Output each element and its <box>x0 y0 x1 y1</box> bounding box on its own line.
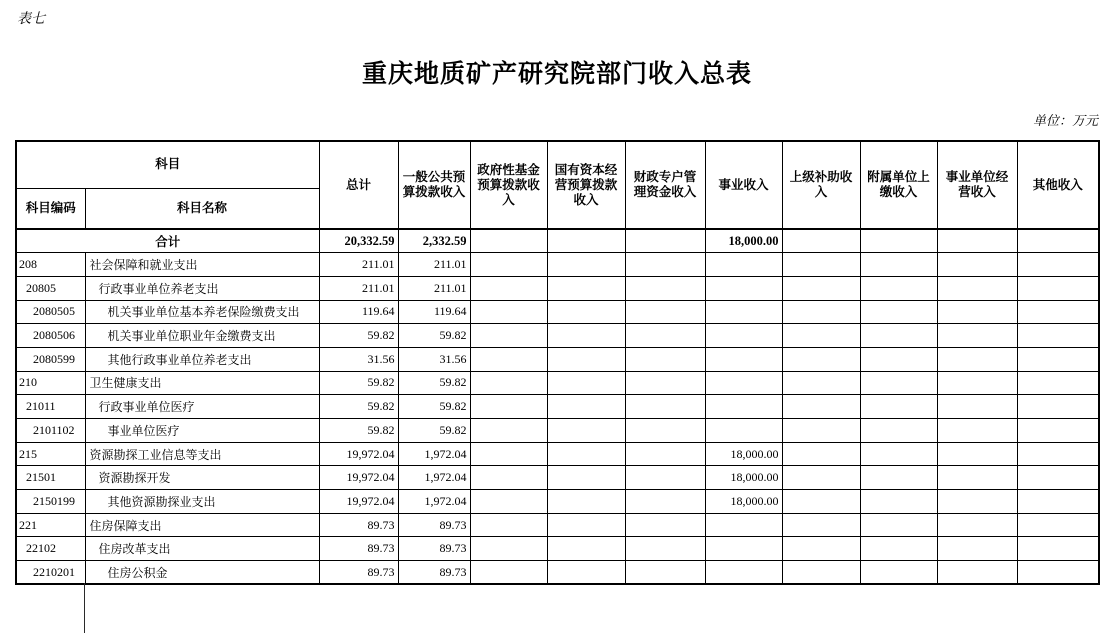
table-row-21501 <box>16 466 1099 490</box>
value-cell-7 <box>860 419 937 443</box>
header-row-1 <box>16 141 1099 188</box>
value-cell-7 <box>860 561 937 585</box>
value-cell-3 <box>547 300 625 324</box>
value-cell-4 <box>625 419 705 443</box>
value-cell-8 <box>937 561 1017 585</box>
subject-code: 21501 <box>16 466 85 490</box>
value-cell-4 <box>625 253 705 277</box>
value-cell-6 <box>782 561 860 585</box>
value-cell-1: 89.73 <box>398 537 470 561</box>
total-row <box>16 229 1099 253</box>
subject-code: 2150199 <box>16 490 85 514</box>
value-cell-3 <box>547 347 625 371</box>
value-cell-0: 211.01 <box>319 253 398 277</box>
value-cell-2 <box>470 490 547 514</box>
value-cell-9 <box>1017 276 1099 300</box>
subject-code: 2080505 <box>16 300 85 324</box>
value-cell-6 <box>782 466 860 490</box>
subject-name: 其他行政事业单位养老支出 <box>85 347 319 371</box>
value-cell-4 <box>625 466 705 490</box>
total-value-5: 18,000.00 <box>705 229 782 253</box>
column-header-2: 政府性基金预算拨款收入 <box>470 141 547 229</box>
value-cell-1: 119.64 <box>398 300 470 324</box>
subject-name: 卫生健康支出 <box>85 371 319 395</box>
value-cell-4 <box>625 537 705 561</box>
value-cell-5 <box>705 395 782 419</box>
value-cell-9 <box>1017 395 1099 419</box>
table-row-2080599 <box>16 347 1099 371</box>
subject-name: 资源勘探工业信息等支出 <box>85 442 319 466</box>
value-cell-3 <box>547 419 625 443</box>
value-cell-0: 31.56 <box>319 347 398 371</box>
value-cell-1: 89.73 <box>398 561 470 585</box>
column-header-6: 上级补助收入 <box>782 141 860 229</box>
value-cell-8 <box>937 490 1017 514</box>
value-cell-2 <box>470 466 547 490</box>
value-cell-5 <box>705 276 782 300</box>
value-cell-2 <box>470 537 547 561</box>
column-header-1: 一般公共预算拨款收入 <box>398 141 470 229</box>
subject-code: 2080599 <box>16 347 85 371</box>
subject-code: 20805 <box>16 276 85 300</box>
value-cell-9 <box>1017 561 1099 585</box>
value-cell-7 <box>860 253 937 277</box>
subject-name: 资源勘探开发 <box>85 466 319 490</box>
value-cell-5 <box>705 347 782 371</box>
value-cell-3 <box>547 253 625 277</box>
value-cell-2 <box>470 253 547 277</box>
value-cell-1: 59.82 <box>398 371 470 395</box>
unit-note: 单位：万元 <box>1032 113 1098 128</box>
value-cell-7 <box>860 466 937 490</box>
column-header-0: 总计 <box>319 141 398 229</box>
value-cell-9 <box>1017 300 1099 324</box>
value-cell-9 <box>1017 442 1099 466</box>
column-header-8: 事业单位经营收入 <box>937 141 1017 229</box>
column-header-9: 其他收入 <box>1017 141 1099 229</box>
value-cell-6 <box>782 253 860 277</box>
value-cell-7 <box>860 347 937 371</box>
value-cell-4 <box>625 395 705 419</box>
value-cell-8 <box>937 300 1017 324</box>
value-cell-4 <box>625 490 705 514</box>
subject-name: 住房保障支出 <box>85 513 319 537</box>
value-cell-0: 211.01 <box>319 276 398 300</box>
table-row-22102 <box>16 537 1099 561</box>
subject-code: 215 <box>16 442 85 466</box>
value-cell-0: 59.82 <box>319 371 398 395</box>
value-cell-6 <box>782 513 860 537</box>
value-cell-9 <box>1017 490 1099 514</box>
value-cell-6 <box>782 537 860 561</box>
value-cell-0: 89.73 <box>319 513 398 537</box>
value-cell-0: 59.82 <box>319 419 398 443</box>
value-cell-0: 119.64 <box>319 300 398 324</box>
value-cell-1: 1,972.04 <box>398 442 470 466</box>
table-header <box>16 141 1099 229</box>
total-value-1: 2,332.59 <box>398 229 470 253</box>
value-cell-6 <box>782 347 860 371</box>
subject-name: 其他资源勘探业支出 <box>85 490 319 514</box>
income-summary-table <box>15 140 1100 585</box>
value-cell-8 <box>937 371 1017 395</box>
subject-code: 210 <box>16 371 85 395</box>
subject-name: 机关事业单位职业年金缴费支出 <box>85 324 319 348</box>
value-cell-9 <box>1017 371 1099 395</box>
table-row-2210201 <box>16 561 1099 585</box>
table-row-20805 <box>16 276 1099 300</box>
subject-code: 2101102 <box>16 419 85 443</box>
value-cell-2 <box>470 561 547 585</box>
page-title: 重庆地质矿产研究院部门收入总表 <box>361 61 752 88</box>
column-header-4: 财政专户管理资金收入 <box>625 141 705 229</box>
value-cell-3 <box>547 466 625 490</box>
subject-name-header: 科目名称 <box>85 188 319 229</box>
value-cell-9 <box>1017 419 1099 443</box>
table-row-2080505 <box>16 300 1099 324</box>
value-cell-5 <box>705 324 782 348</box>
value-cell-2 <box>470 513 547 537</box>
value-cell-5 <box>705 419 782 443</box>
value-cell-2 <box>470 419 547 443</box>
value-cell-3 <box>547 324 625 348</box>
value-cell-7 <box>860 395 937 419</box>
value-cell-7 <box>860 276 937 300</box>
value-cell-3 <box>547 537 625 561</box>
value-cell-4 <box>625 442 705 466</box>
value-cell-6 <box>782 395 860 419</box>
value-cell-8 <box>937 347 1017 371</box>
value-cell-7 <box>860 300 937 324</box>
value-cell-7 <box>860 513 937 537</box>
value-cell-9 <box>1017 253 1099 277</box>
value-cell-1: 59.82 <box>398 419 470 443</box>
value-cell-5 <box>705 371 782 395</box>
value-cell-9 <box>1017 513 1099 537</box>
value-cell-4 <box>625 561 705 585</box>
value-cell-7 <box>860 324 937 348</box>
value-cell-9 <box>1017 466 1099 490</box>
sheet-label: 表七 <box>17 12 45 27</box>
value-cell-2 <box>470 395 547 419</box>
value-cell-6 <box>782 490 860 514</box>
subject-name: 住房公积金 <box>85 561 319 585</box>
value-cell-5 <box>705 300 782 324</box>
value-cell-4 <box>625 347 705 371</box>
value-cell-5 <box>705 513 782 537</box>
subject-name: 事业单位医疗 <box>85 419 319 443</box>
value-cell-2 <box>470 276 547 300</box>
subject-code: 21011 <box>16 395 85 419</box>
value-cell-5 <box>705 253 782 277</box>
value-cell-1: 1,972.04 <box>398 490 470 514</box>
value-cell-1: 31.56 <box>398 347 470 371</box>
table-row-210 <box>16 371 1099 395</box>
value-cell-1: 59.82 <box>398 324 470 348</box>
total-value-0: 20,332.59 <box>319 229 398 253</box>
subject-name: 社会保障和就业支出 <box>85 253 319 277</box>
value-cell-8 <box>937 466 1017 490</box>
value-cell-5: 18,000.00 <box>705 466 782 490</box>
value-cell-1: 89.73 <box>398 513 470 537</box>
column-header-3: 国有资本经营预算拨款收入 <box>547 141 625 229</box>
table-row-221 <box>16 513 1099 537</box>
subject-code-header: 科目编码 <box>16 188 85 229</box>
value-cell-1: 211.01 <box>398 253 470 277</box>
value-cell-3 <box>547 561 625 585</box>
value-cell-3 <box>547 442 625 466</box>
subject-group-header: 科目 <box>16 141 319 188</box>
value-cell-6 <box>782 276 860 300</box>
subject-name: 行政事业单位医疗 <box>85 395 319 419</box>
value-cell-7 <box>860 537 937 561</box>
value-cell-6 <box>782 300 860 324</box>
value-cell-6 <box>782 324 860 348</box>
table-continuation-line <box>84 583 85 633</box>
value-cell-3 <box>547 395 625 419</box>
value-cell-9 <box>1017 347 1099 371</box>
subject-code: 221 <box>16 513 85 537</box>
value-cell-6 <box>782 419 860 443</box>
value-cell-6 <box>782 371 860 395</box>
value-cell-0: 59.82 <box>319 395 398 419</box>
total-value-7 <box>860 229 937 253</box>
value-cell-9 <box>1017 537 1099 561</box>
total-label: 合计 <box>16 229 319 253</box>
column-header-7: 附属单位上缴收入 <box>860 141 937 229</box>
value-cell-0: 19,972.04 <box>319 490 398 514</box>
value-cell-5: 18,000.00 <box>705 490 782 514</box>
total-value-4 <box>625 229 705 253</box>
total-value-3 <box>547 229 625 253</box>
value-cell-2 <box>470 442 547 466</box>
value-cell-0: 19,972.04 <box>319 466 398 490</box>
value-cell-8 <box>937 324 1017 348</box>
value-cell-2 <box>470 300 547 324</box>
value-cell-9 <box>1017 324 1099 348</box>
table-row-208 <box>16 253 1099 277</box>
table-row-2101102 <box>16 419 1099 443</box>
value-cell-4 <box>625 324 705 348</box>
subject-code: 208 <box>16 253 85 277</box>
value-cell-3 <box>547 513 625 537</box>
value-cell-4 <box>625 371 705 395</box>
total-value-9 <box>1017 229 1099 253</box>
value-cell-0: 19,972.04 <box>319 442 398 466</box>
value-cell-8 <box>937 253 1017 277</box>
column-header-5: 事业收入 <box>705 141 782 229</box>
subject-name: 行政事业单位养老支出 <box>85 276 319 300</box>
subject-name: 住房改革支出 <box>85 537 319 561</box>
value-cell-1: 1,972.04 <box>398 466 470 490</box>
value-cell-8 <box>937 419 1017 443</box>
value-cell-5: 18,000.00 <box>705 442 782 466</box>
subject-code: 22102 <box>16 537 85 561</box>
total-value-2 <box>470 229 547 253</box>
value-cell-1: 59.82 <box>398 395 470 419</box>
value-cell-7 <box>860 490 937 514</box>
value-cell-4 <box>625 513 705 537</box>
value-cell-6 <box>782 442 860 466</box>
value-cell-2 <box>470 324 547 348</box>
value-cell-4 <box>625 276 705 300</box>
table-body <box>16 229 1099 584</box>
value-cell-3 <box>547 276 625 300</box>
value-cell-3 <box>547 490 625 514</box>
table-row-2080506 <box>16 324 1099 348</box>
table-row-2150199 <box>16 490 1099 514</box>
value-cell-8 <box>937 513 1017 537</box>
value-cell-3 <box>547 371 625 395</box>
value-cell-5 <box>705 537 782 561</box>
value-cell-0: 59.82 <box>319 324 398 348</box>
value-cell-7 <box>860 442 937 466</box>
subject-code: 2080506 <box>16 324 85 348</box>
total-value-6 <box>782 229 860 253</box>
table-row-21011 <box>16 395 1099 419</box>
value-cell-8 <box>937 276 1017 300</box>
value-cell-1: 211.01 <box>398 276 470 300</box>
value-cell-8 <box>937 442 1017 466</box>
value-cell-2 <box>470 371 547 395</box>
total-value-8 <box>937 229 1017 253</box>
value-cell-0: 89.73 <box>319 537 398 561</box>
subject-name: 机关事业单位基本养老保险缴费支出 <box>85 300 319 324</box>
subject-code: 2210201 <box>16 561 85 585</box>
value-cell-5 <box>705 561 782 585</box>
value-cell-0: 89.73 <box>319 561 398 585</box>
table-row-215 <box>16 442 1099 466</box>
value-cell-8 <box>937 395 1017 419</box>
value-cell-4 <box>625 300 705 324</box>
value-cell-7 <box>860 371 937 395</box>
value-cell-2 <box>470 347 547 371</box>
value-cell-8 <box>937 537 1017 561</box>
